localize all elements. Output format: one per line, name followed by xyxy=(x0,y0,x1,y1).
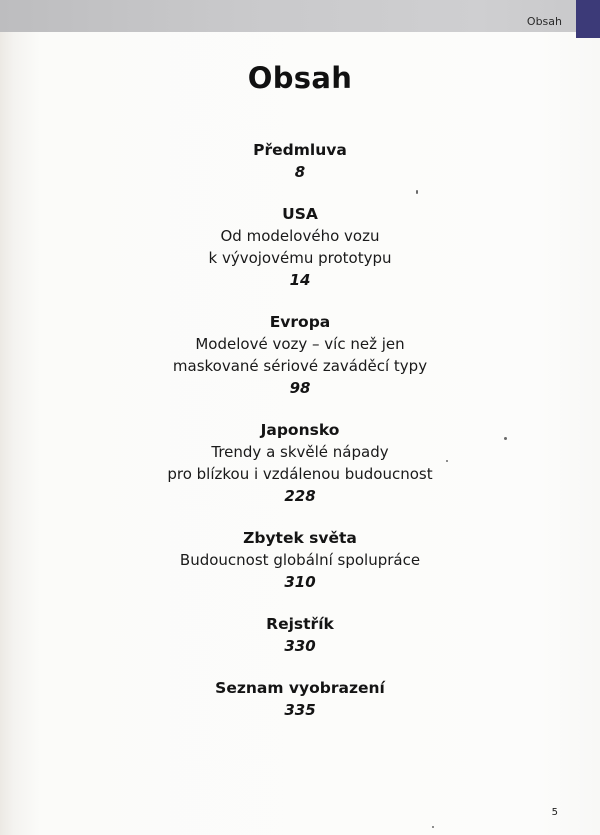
paper-speck xyxy=(446,460,448,462)
toc-entry-subtitle: Modelové vozy – víc než jen xyxy=(195,335,405,353)
table-of-contents xyxy=(0,139,600,741)
toc-entry-subtitle: Od modelového vozu xyxy=(220,227,380,245)
toc-entry-page: 310 xyxy=(284,573,316,591)
toc-entry-title: Zbytek světa xyxy=(243,529,357,547)
toc-entry-usa[interactable] xyxy=(0,203,600,291)
toc-entry-title: Rejstřík xyxy=(266,615,334,633)
running-header: Obsah xyxy=(526,15,562,28)
toc-entry-page: 335 xyxy=(284,701,316,719)
page-title: Obsah xyxy=(247,61,353,95)
toc-entry-subtitle: Budoucnost globální spolupráce xyxy=(179,551,421,569)
toc-entry-evropa[interactable] xyxy=(0,311,600,399)
toc-entry-title: Evropa xyxy=(269,313,331,331)
toc-entry-page: 98 xyxy=(289,379,311,397)
toc-entry-japonsko[interactable] xyxy=(0,419,600,507)
toc-entry-title: Seznam vyobrazení xyxy=(215,679,385,697)
toc-entry-page: 14 xyxy=(289,271,311,289)
toc-entry-page: 8 xyxy=(294,163,306,181)
toc-entry-page: 228 xyxy=(284,487,316,505)
paper-speck xyxy=(432,826,434,828)
paper-speck xyxy=(504,437,507,440)
chapter-tab-marker xyxy=(576,0,600,38)
toc-entry-rejstrik[interactable] xyxy=(0,613,600,657)
toc-entry-seznam-vyobrazeni[interactable] xyxy=(0,677,600,721)
toc-entry-title: Japonsko xyxy=(260,421,340,439)
toc-entry-subtitle: maskované sériové zaváděcí typy xyxy=(172,357,428,375)
toc-entry-subtitle: Trendy a skvělé nápady xyxy=(211,443,389,461)
toc-entry-predmluva[interactable] xyxy=(0,139,600,183)
toc-entry-title: Předmluva xyxy=(253,141,347,159)
paper-speck xyxy=(416,190,418,194)
header-band xyxy=(0,0,600,32)
toc-entry-zbytek-sveta[interactable] xyxy=(0,527,600,593)
toc-entry-subtitle: pro blízkou i vzdálenou budoucnost xyxy=(167,465,433,483)
toc-entry-title: USA xyxy=(282,205,318,223)
page-number: 5 xyxy=(551,807,558,818)
toc-entry-subtitle: k vývojovému prototypu xyxy=(208,249,392,267)
toc-entry-page: 330 xyxy=(284,637,316,655)
